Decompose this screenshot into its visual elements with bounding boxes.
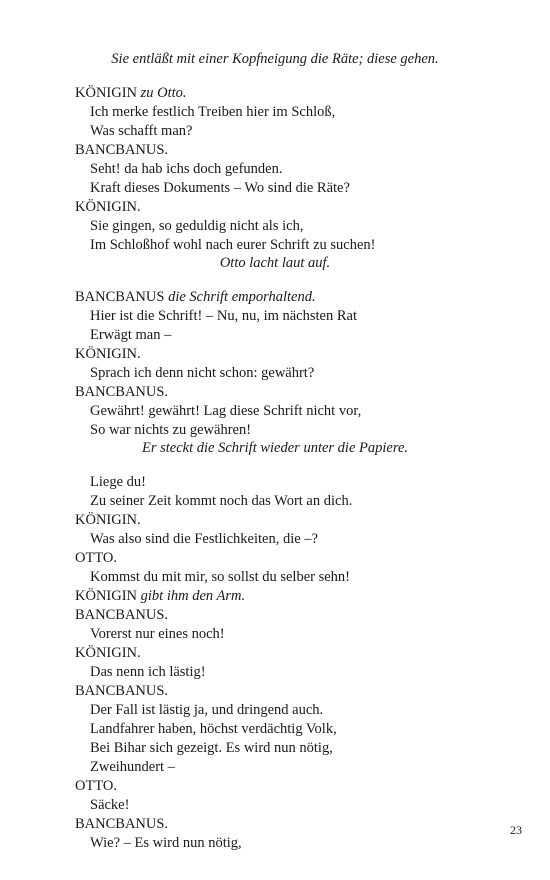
verse-line: Bei Bihar sich gezeigt. Es wird nun nötig, [90,740,333,756]
speaker-name: BANCBANUS. [75,816,169,832]
speaker-name: OTTO. [75,550,118,566]
verse-line: Zu seiner Zeit kommt noch das Wort an dich. [90,493,353,509]
speaker-name: OTTO. [75,778,118,794]
verse-line: Was also sind die Festlichkeiten, die –? [90,531,318,547]
speaker-name: KÖNIGIN [75,588,138,604]
speaker-note: die Schrift emporhaltend. [168,289,316,305]
verse-line: Vorerst nur eines noch! [90,626,225,642]
speaker-name: BANCBANUS. [75,607,169,623]
speaker-name: KÖNIGIN. [75,645,141,661]
verse-line: Der Fall ist lästig ja, und dringend auch. [90,702,324,718]
speaker-name: KÖNIGIN. [75,512,141,528]
speaker-line [75,682,168,701]
speaker-line [75,383,168,402]
speaker-line [75,198,141,217]
verse-line: Seht! da hab ichs doch gefunden. [90,161,283,177]
speaker-line [75,345,141,364]
verse-line: Zweihundert – [90,759,175,775]
speaker-line [75,549,117,568]
speaker-name: BANCBANUS. [75,683,169,699]
verse-line: Im Schloßhof wohl nach eurer Schrift zu suchen! [90,237,376,253]
speaker-line [75,84,187,103]
verse-line: Wie? – Es wird nun nötig, [90,835,242,851]
verse-line: Kommst du mit mir, so sollst du selber sehn! [90,569,351,585]
verse-line: Erwägt man – [90,327,172,343]
speaker-line [75,511,141,530]
speaker-line [75,587,245,606]
verse-line: Gewährt! gewährt! Lag diese Schrift nicht vor, [90,403,362,419]
speaker-line [75,777,117,796]
speaker-name: KÖNIGIN. [75,346,141,362]
speaker-line [75,141,168,160]
speaker-name: BANCBANUS [75,289,165,305]
verse-line: Landfahrer haben, höchst verdächtig Volk, [90,721,337,737]
verse-line: Was schafft man? [90,123,193,139]
verse-line: Das nenn ich lästig! [90,664,206,680]
speaker-note: gibt ihm den Arm. [140,588,246,604]
verse-line: So war nichts zu gewähren! [90,422,252,438]
verse-line: Sprach ich denn nicht schon: gewährt? [90,365,315,381]
stage-direction: Otto lacht laut auf. [219,255,331,271]
page-number: 23 [510,823,522,837]
speaker-note: zu Otto. [140,85,187,101]
speaker-line [75,644,141,663]
stage-direction: Er steckt die Schrift wieder unter die Papiere. [141,440,409,456]
speaker-name: BANCBANUS. [75,384,169,400]
verse-line: Säcke! [90,797,130,813]
speaker-line [75,815,168,834]
speaker-name: KÖNIGIN [75,85,138,101]
verse-line: Sie gingen, so geduldig nicht als ich, [90,218,304,234]
speaker-name: KÖNIGIN. [75,199,141,215]
verse-line: Kraft dieses Dokuments – Wo sind die Räte? [90,180,350,196]
verse-line: Hier ist die Schrift! – Nu, nu, im nächsten Rat [90,308,357,324]
verse-line: Liege du! [90,474,146,490]
speaker-line [75,606,168,625]
stage-direction: Sie entläßt mit einer Kopfneigung die Räte; diese gehen. [111,51,439,67]
speaker-line [75,288,316,307]
verse-line: Ich merke festlich Treiben hier im Schloß, [90,104,336,120]
speaker-name: BANCBANUS. [75,142,169,158]
